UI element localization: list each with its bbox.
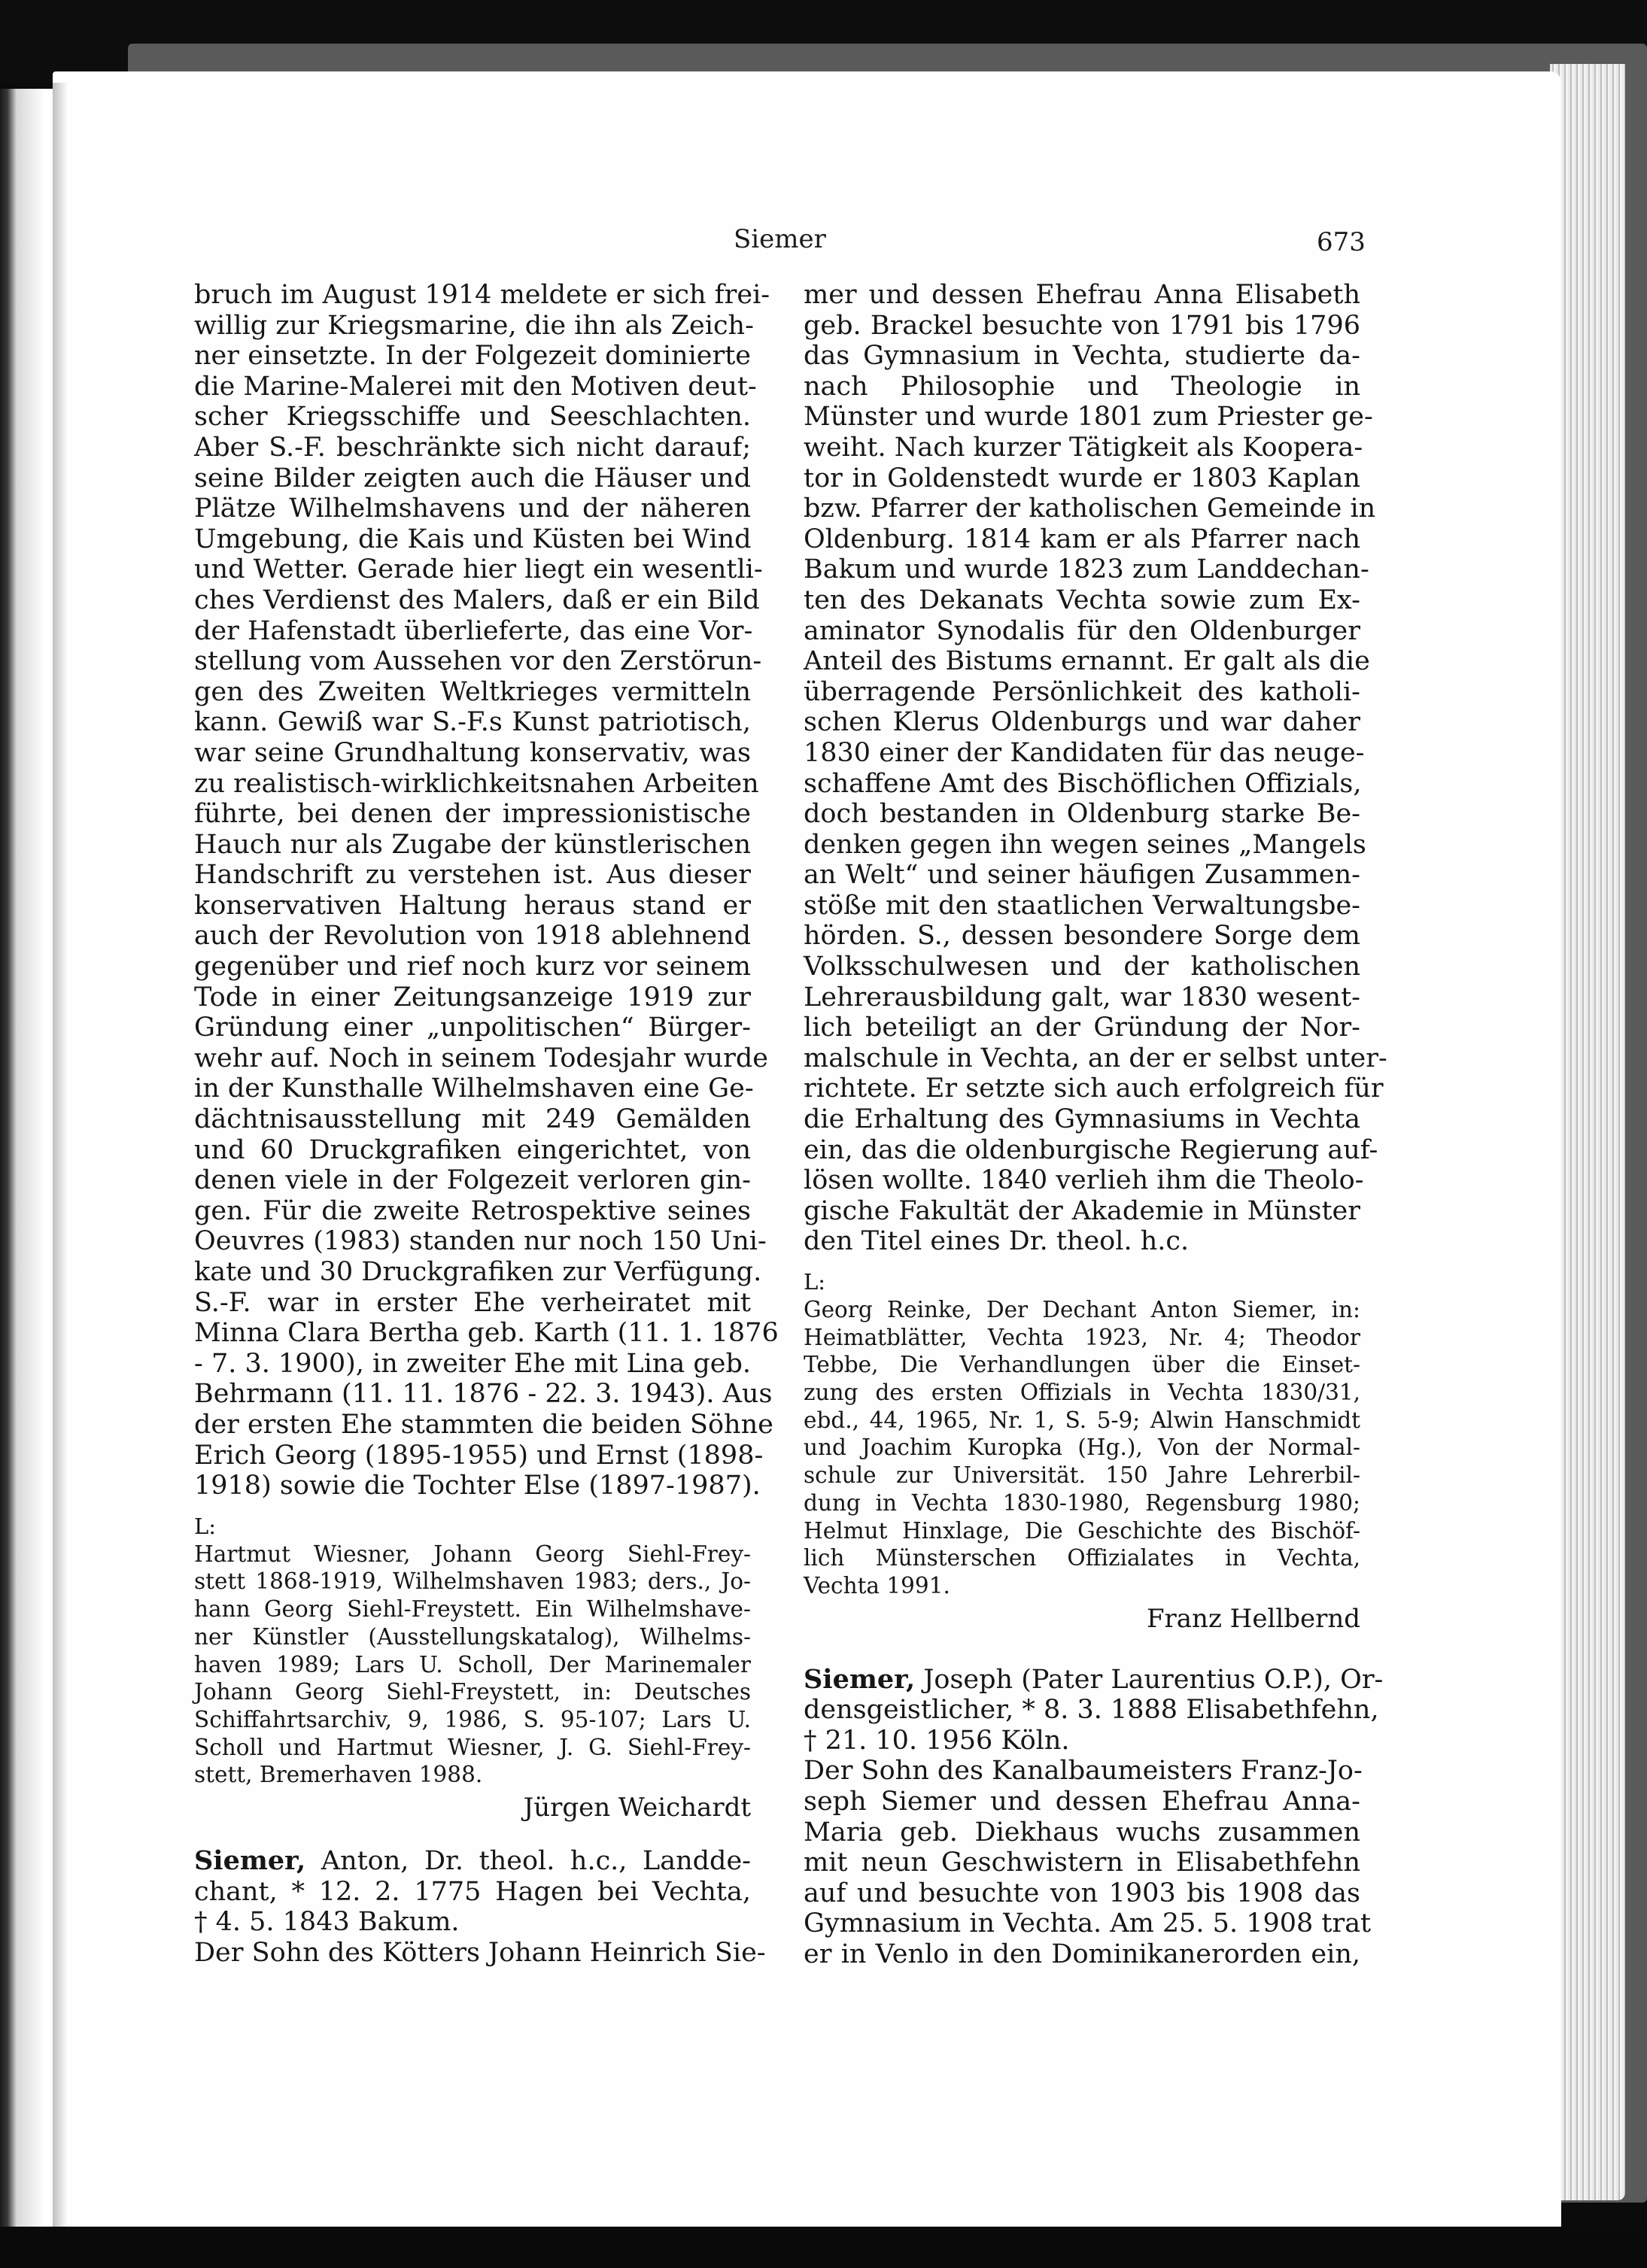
text-line: Behrmann (11. 11. 1876 - 22. 3. 1943). Aus [194, 1379, 773, 1410]
text-line: Volksschulwesen und der katholischen [804, 952, 1360, 982]
right-literature-label: L: [804, 1269, 826, 1295]
entry-headword: Siemer, [194, 1844, 306, 1876]
text-line: Heimatblätter, Vechta 1923, Nr. 4; Theodor [804, 1324, 1360, 1350]
text-line: - 7. 3. 1900), in zweiter Ehe mit Lina geb. [194, 1348, 751, 1379]
text-line: gegenüber und rief noch kurz vor seinem [194, 952, 751, 982]
text-line: denken gegen ihn wegen seines „Mangels [804, 829, 1366, 860]
text-line: dächtnisausstellung mit 249 Gemälden [194, 1104, 751, 1135]
entry-heading-rest: Anton, Dr. theol. h.c., Landde- [305, 1845, 751, 1876]
text-line: schen Klerus Oldenburgs und war daher [804, 707, 1360, 738]
text-line: Oldenburg. 1814 kam er als Pfarrer nach [804, 524, 1360, 554]
text-line: Tode in einer Zeitungsanzeige 1919 zur [194, 982, 751, 1013]
left-literature-label: L: [194, 1513, 217, 1539]
text-line: ner einsetzte. In der Folgezeit dominierte [194, 341, 751, 372]
text-line: Minna Clara Bertha geb. Karth (11. 1. 1876 [194, 1318, 779, 1349]
text-line: Handschrift zu verstehen ist. Aus dieser [194, 860, 751, 891]
text-line: Gründung einer „unpolitischen“ Bürger- [194, 1013, 751, 1043]
text-line: richtete. Er setzte sich auch erfolgreich für [804, 1073, 1384, 1104]
text-line: hörden. S., dessen besondere Sorge dem [804, 921, 1360, 952]
entry-heading-line [194, 1846, 751, 1877]
text-line: zu realistisch-wirklichkeitsnahen Arbeiten [194, 768, 759, 799]
text-line: Aber S.-F. beschränkte sich nicht darauf; [194, 432, 751, 463]
text-line: nach Philosophie und Theologie in [804, 371, 1360, 402]
text-line: gische Fakultät der Akademie in Münster [804, 1195, 1360, 1226]
text-line: willig zur Kriegsmarine, die ihn als Zeich- [194, 310, 754, 341]
text-line: † 21. 10. 1956 Köln. [804, 1725, 1070, 1756]
text-line: ten des Dekanats Vechta sowie zum Ex- [804, 584, 1360, 615]
text-line: gen. Für die zweite Retrospektive seines [194, 1195, 751, 1226]
text-line: Vechta 1991. [804, 1572, 950, 1599]
text-line: stöße mit den staatlichen Verwaltungsbe- [804, 890, 1360, 921]
text-line: Umgebung, die Kais und Küsten bei Wind [194, 524, 752, 554]
left-entry-anton-siemer [194, 1844, 766, 1968]
text-line: chant, * 12. 2. 1775 Hagen bei Vechta, [194, 1876, 751, 1907]
page-edges [1550, 64, 1625, 2200]
text-line: bruch im August 1914 meldete er sich frei- [194, 280, 770, 310]
text-line: haven 1989; Lars U. Scholl, Der Marinemaler [194, 1651, 751, 1677]
text-line: Oeuvres (1983) standen nur noch 150 Uni- [194, 1226, 767, 1257]
left-body-text [194, 280, 779, 1501]
text-line: auf und besuchte von 1903 bis 1908 das [804, 1878, 1360, 1908]
page-number: 673 [1317, 227, 1366, 257]
text-line: Bakum und wurde 1823 zum Landdechan- [804, 554, 1369, 585]
text-line: kate und 30 Druckgrafiken zur Verfügung. [194, 1257, 762, 1287]
text-line: die Erhaltung des Gymnasiums in Vechta [804, 1104, 1360, 1135]
text-line: Anteil des Bistums ernannt. Er galt als die [804, 646, 1370, 677]
facing-page-edge [0, 89, 53, 2240]
text-line: Maria geb. Diekhaus wuchs zusammen [804, 1817, 1360, 1847]
text-line: Georg Reinke, Der Dechant Anton Siemer, in: [804, 1297, 1360, 1322]
text-line: Der Sohn des Kanalbaumeisters Franz-Jo- [804, 1756, 1363, 1787]
text-line: stellung vom Aussehen vor den Zerstörun- [194, 646, 762, 677]
text-line: weiht. Nach kurzer Tätigkeit als Koopera- [804, 432, 1363, 463]
text-line: gen des Zweiten Weltkrieges vermitteln [194, 676, 751, 707]
text-line: Scholl und Hartmut Wiesner, J. G. Siehl-Frey- [194, 1734, 751, 1760]
left-author: Jürgen Weichardt [523, 1792, 751, 1823]
text-line: tor in Goldenstedt wurde er 1803 Kaplan [804, 463, 1360, 493]
text-line: 1830 einer der Kandidaten für das neuge- [804, 737, 1365, 768]
text-line: Erich Georg (1895-1955) und Ernst (1898- [194, 1440, 764, 1471]
text-line: Tebbe, Die Verhandlungen über die Einset- [804, 1352, 1360, 1378]
text-line: und Joachim Kuropka (Hg.), Von der Normal- [804, 1435, 1360, 1461]
text-line: 1918) sowie die Tochter Else (1897-1987). [194, 1471, 761, 1501]
text-line: auch der Revolution von 1918 ablehnend [194, 921, 751, 952]
left-column [194, 280, 779, 1968]
text-line: überragende Persönlichkeit des katholi- [804, 676, 1360, 707]
text-line: lich Münsterschen Offizialates in Vechta, [804, 1545, 1360, 1571]
text-line: an Welt“ und seiner häufigen Zusammen- [804, 860, 1360, 891]
text-line: schule zur Universität. 150 Jahre Lehrerbil- [804, 1462, 1360, 1489]
text-line: lösen wollte. 1840 verlieh ihm die Theolo- [804, 1165, 1364, 1196]
text-line: geb. Brackel besuchte von 1791 bis 1796 [804, 310, 1360, 341]
text-line: hann Georg Siehl-Freystett. Ein Wilhelmshave- [194, 1596, 751, 1623]
text-line: das Gymnasium in Vechta, studierte da- [804, 341, 1360, 372]
text-line: ebd., 44, 1965, Nr. 1, S. 5-9; Alwin Hanschmidt [804, 1407, 1360, 1433]
text-line: lich beteiligt an der Gründung der Nor- [804, 1013, 1360, 1043]
text-line: ner Künstler (Ausstellungskatalog), Wilhelms- [194, 1623, 751, 1650]
entry-headword: Siemer, [804, 1663, 916, 1695]
text-line: Der Sohn des Kötters Johann Heinrich Sie- [194, 1937, 766, 1968]
text-line: seine Bilder zeigten auch die Häuser und [194, 463, 751, 493]
text-line: malschule in Vechta, an der er selbst unter- [804, 1043, 1387, 1073]
text-line: in der Kunsthalle Wilhelmshaven eine Ge- [194, 1073, 754, 1104]
text-line: und 60 Druckgrafiken eingerichtet, von [194, 1134, 751, 1165]
text-line: Lehrerausbildung galt, war 1830 wesent- [804, 982, 1360, 1013]
text-line: führte, bei denen der impressionistische [194, 799, 751, 830]
entry-heading-line [804, 1663, 1384, 1696]
text-line: Hauch nur als Zugabe der künstlerischen [194, 829, 751, 860]
text-line: Johann Georg Siehl-Freystett, in: Deutsches [194, 1679, 751, 1705]
text-line: bzw. Pfarrer der katholischen Gemeinde in [804, 493, 1376, 524]
text-line: seph Siemer und dessen Ehefrau Anna- [804, 1786, 1360, 1817]
text-line: Gymnasium in Vechta. Am 25. 5. 1908 trat [804, 1908, 1372, 1939]
text-line: mit neun Geschwistern in Elisabethfehn [804, 1847, 1360, 1878]
text-line: schaffene Amt des Bischöflichen Offizials, [804, 768, 1362, 799]
text-line: aminator Synodalis für den Oldenburger [804, 615, 1360, 646]
text-line: stett 1868-1919, Wilhelmshaven 1983; ders., Jo- [194, 1568, 751, 1595]
right-column [804, 280, 1387, 1970]
text-line: der Hafenstadt überlieferte, das eine Vor- [194, 615, 753, 646]
text-line: zung des ersten Offizials in Vechta 1830/31, [804, 1380, 1360, 1406]
text-line: konservativen Haltung heraus stand er [194, 890, 751, 921]
left-literature-list [194, 1541, 751, 1789]
text-line: scher Kriegsschiffe und Seeschlachten. [194, 402, 751, 433]
text-line: Schiffahrtsarchiv, 9, 1986, S. 95-107; Lars U. [194, 1706, 751, 1732]
gutter-shadow [53, 83, 68, 2227]
text-line: war seine Grundhaltung konservativ, was [194, 737, 751, 768]
right-author: Franz Hellbernd [1146, 1603, 1360, 1634]
text-line: stett, Bremerhaven 1988. [194, 1762, 483, 1788]
text-line: ein, das die oldenburgische Regierung auf- [804, 1134, 1378, 1165]
background-bottom [0, 2227, 1647, 2268]
text-line: † 4. 5. 1843 Bakum. [194, 1907, 460, 1938]
right-literature-list [804, 1296, 1360, 1600]
right-body-text [804, 280, 1387, 1257]
text-line: denen viele in der Folgezeit verloren gin- [194, 1165, 751, 1196]
text-line: mer und dessen Ehefrau Anna Elisabeth [804, 280, 1360, 310]
text-line: die Marine-Malerei mit den Motiven deut- [194, 371, 757, 402]
text-line: Hartmut Wiesner, Johann Georg Siehl-Frey- [194, 1541, 751, 1567]
right-entry-joseph-siemer [804, 1663, 1384, 1970]
text-line: wehr auf. Noch in seinem Todesjahr wurde [194, 1043, 768, 1073]
text-line: er in Venlo in den Dominikanerorden ein, [804, 1939, 1360, 1969]
text-line: dung in Vechta 1830-1980, Regensburg 1980; [804, 1489, 1360, 1516]
text-line: kann. Gewiß war S.-F.s Kunst patriotisch, [194, 707, 751, 738]
running-head: Siemer [734, 224, 826, 254]
text-line: densgeistlicher, * 8. 3. 1888 Elisabethfehn, [804, 1695, 1379, 1726]
text-line: und Wetter. Gerade hier liegt ein wesentli- [194, 554, 763, 585]
text-line: der ersten Ehe stammten die beiden Söhne [194, 1409, 773, 1440]
text-line: doch bestanden in Oldenburg starke Be- [804, 799, 1360, 830]
text-line: Münster und wurde 1801 zum Priester ge- [804, 402, 1373, 433]
text-line: den Titel eines Dr. theol. h.c. [804, 1226, 1190, 1257]
text-line: S.-F. war in erster Ehe verheiratet mit [194, 1287, 751, 1318]
text-line: Plätze Wilhelmshavens und der näheren [194, 493, 751, 524]
entry-heading-rest: Joseph (Pater Laurentius O.P.), Or- [915, 1664, 1384, 1695]
text-line: ches Verdienst des Malers, daß er ein Bild [194, 584, 760, 615]
text-line: Helmut Hinxlage, Die Geschichte des Bischöf- [804, 1517, 1360, 1544]
